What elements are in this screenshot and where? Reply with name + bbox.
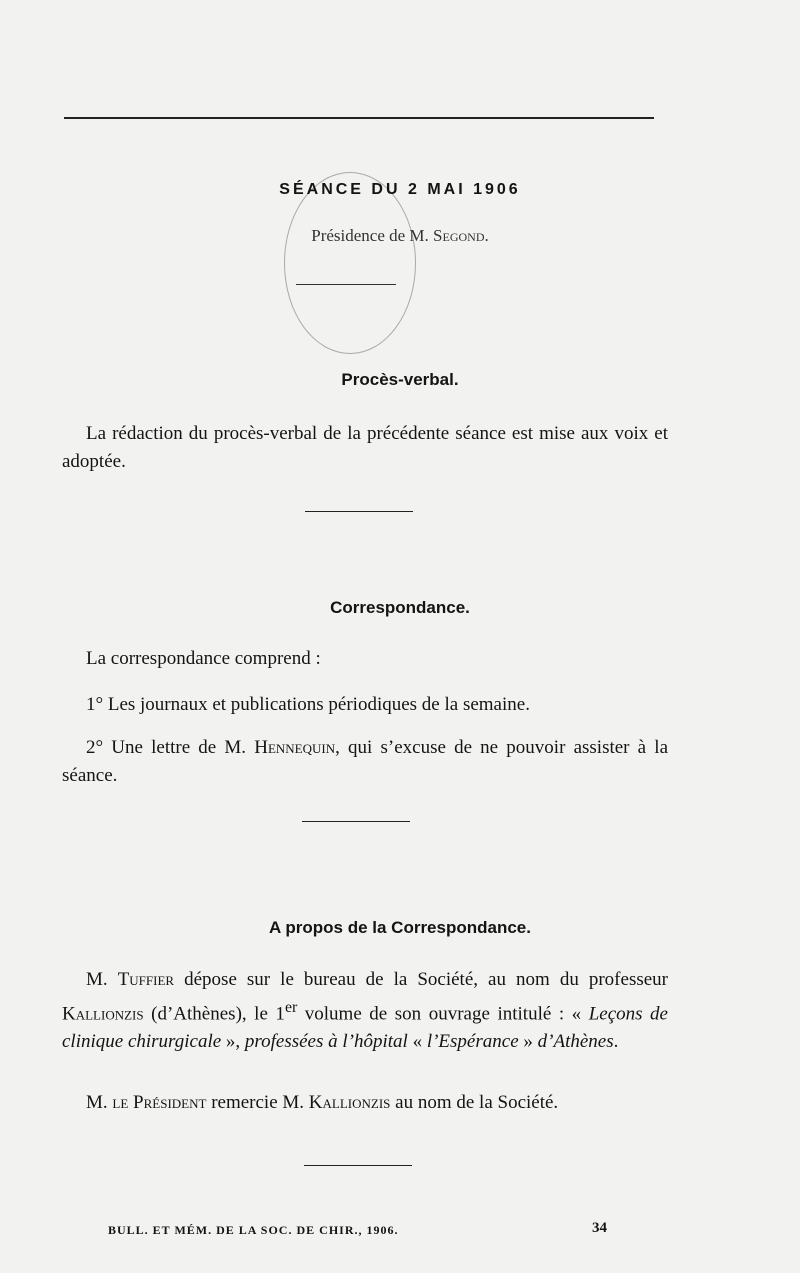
p1-c: (d’Athènes), le 1	[143, 1003, 285, 1025]
a-propos-paragraph-2	[62, 1089, 668, 1117]
p2-c: au nom de la Société.	[390, 1092, 559, 1113]
page-title: SÉANCE DU 2 MAI 1906	[279, 181, 521, 198]
library-stamp	[284, 172, 416, 354]
hospital-name: l’Espérance	[426, 1031, 519, 1053]
president-name: Segond.	[433, 226, 489, 245]
page-number: 34	[592, 1220, 607, 1236]
p2-a: M.	[86, 1092, 113, 1113]
kallionzis-name-2: Kallionzis	[308, 1092, 391, 1113]
presidence-line	[0, 226, 800, 246]
p1-sup: er	[284, 999, 298, 1016]
p1-b: dépose sur le bureau de la Société, au nom du professeur	[174, 969, 668, 990]
item2-text-a: 2° Une lettre de M.	[86, 737, 255, 758]
p1-it2: professées à l’hôpital	[244, 1031, 408, 1053]
a-propos-paragraph-1	[62, 966, 668, 1056]
correspondance-item-1: 1° Les journaux et publications périodiques de la semaine.	[86, 694, 530, 715]
heading-proces-verbal: Procès-verbal.	[341, 370, 459, 389]
kallionzis-name: Kallionzis	[62, 1003, 144, 1025]
presidence-prefix: Présidence de M.	[311, 226, 434, 245]
p1-g: »	[518, 1031, 538, 1053]
running-footer: BULL. ET MÉM. DE LA SOC. DE CHIR., 1906.	[108, 1223, 399, 1237]
p1-it4: d’Athènes	[537, 1031, 614, 1053]
president-title: le Président	[112, 1092, 207, 1113]
heading-a-propos: A propos de la Correspondance.	[269, 918, 531, 937]
p1-d: volume de son ouvrage intitulé : «	[297, 1003, 589, 1025]
book-title: Leçons de clinique chirurgicale	[62, 1003, 668, 1053]
stamp-line	[296, 284, 396, 285]
tuffier-name: Tuffier	[117, 969, 175, 990]
p1-a: M.	[86, 969, 118, 990]
p1-h: .	[613, 1031, 619, 1053]
correspondance-item-2	[62, 734, 668, 790]
item2-text-b: , qui s’excuse de ne pouvoir assister à la séance.	[62, 737, 668, 786]
section-divider-3	[304, 1165, 412, 1166]
section-divider-1	[305, 511, 413, 512]
p1-e: »,	[221, 1031, 245, 1053]
proces-verbal-text: La rédaction du procès-verbal de la précédente séance est mise aux voix et adoptée.	[62, 423, 668, 472]
hennequin-name: Hennequin	[254, 737, 336, 758]
correspondance-intro: La correspondance comprend :	[86, 648, 321, 669]
heading-correspondance: Correspondance.	[330, 598, 470, 617]
section-divider-2	[302, 821, 410, 822]
p2-b: remercie M.	[206, 1092, 309, 1113]
p1-f: «	[407, 1031, 427, 1053]
top-rule	[64, 117, 654, 119]
